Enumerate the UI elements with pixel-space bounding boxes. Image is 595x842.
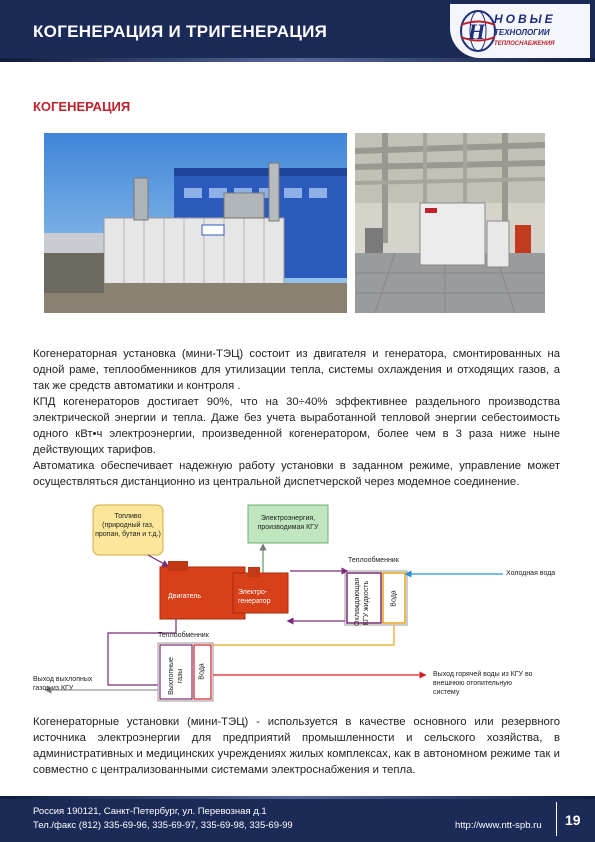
logo-text-line3: ТЕПЛОСНАБЖЕНИЯ [494, 41, 555, 47]
paragraph-composition: Когенераторная установка (мини-ТЭЦ) состоит из двигателя и генератора, смонтированных на одной раме, теплообменников для утилизации тепла, системы охлаждения и отходящих газов, а так же средств автоматики и контроля . [33, 348, 560, 392]
application-text: Когенераторные установки (мини-ТЭЦ) - используется в качестве основного или резервного источника электроэнергии для предприятий промышленности и сельского хозяйства, в административных и медицинских учреждениях жилых комплексах, как в автономном режиме так и совместно с централизованными системами электроснабжения и тепла. [33, 716, 560, 776]
footer-phone: Тел./факс (812) 335-69-96, 335-69-97, 335-69-98, 335-69-99 [33, 820, 293, 831]
water-bottom-label: Вода [198, 663, 206, 680]
logo-text-line1: НОВЫЕ [494, 12, 556, 26]
paragraph-automation: Автоматика обеспечивает надежную работу установки в заданном режиме, управление может осуществляться дистанционно из центральной диспетчерской через модемное соединение. [33, 460, 560, 488]
company-logo [450, 4, 590, 58]
description-text [33, 346, 560, 490]
page-title: КОГЕНЕРАЦИЯ И ТРИГЕНЕРАЦИЯ [33, 22, 328, 41]
header-bar [0, 0, 595, 62]
engine-label: Двигатель [168, 593, 202, 600]
cogeneration-diagram [28, 495, 568, 710]
cooling-liquid-label: Охлаждающая КГУ жидкость [354, 577, 370, 626]
section-title: КОГЕНЕРАЦИЯ [33, 99, 131, 114]
generator-label: Электро-генератор [238, 589, 271, 605]
page-number: 19 [565, 812, 581, 828]
footer-divider [556, 802, 557, 836]
logo-globe-icon [458, 8, 498, 54]
footer [0, 796, 595, 842]
hot-water-out-label: Выход горячей воды из КГУ во внешнюю отопительную систему [433, 671, 533, 696]
cold-water-label: Холодная вода [506, 570, 556, 577]
footer-website-link[interactable]: http://www.ntt-spb.ru [455, 820, 542, 831]
photo-outdoor-chp-container [44, 133, 347, 313]
water-top-label: Вода [390, 590, 398, 607]
logo-text-line2: ТЕХНОЛОГИИ [494, 28, 550, 37]
paragraph-efficiency: КПД когенераторов достигает 90%, что на 30÷40% эффективнее раздельного производства электрической энергии и тепла. Даже без учета выработанной тепловой энергии себестоимость одного кВт•ч электроэнергии, произведенной когенератором, более чем в 3 раза ниже ныне действующих тарифов. [33, 396, 560, 456]
heat-exchanger-top-label: Теплообменник [348, 557, 399, 564]
svg-text:Н: Н [468, 19, 486, 44]
exhaust-out-label: Выход выхлопных газов из КГУ [33, 676, 93, 692]
fuel-label: Топливо (природный газ, пропан, бутан и т.д.) [95, 513, 161, 538]
electricity-label: Электроэнергия, производимая КГУ [257, 515, 319, 531]
exhaust-gases-label: Выхлопные газы [168, 657, 184, 695]
heat-exchanger-bottom-label: Теплообменник [158, 632, 209, 639]
photo-indoor-plant-room [355, 133, 545, 313]
footer-address: Россия 190121, Санкт-Петербург, ул. Перевозная д.1 [33, 806, 267, 817]
